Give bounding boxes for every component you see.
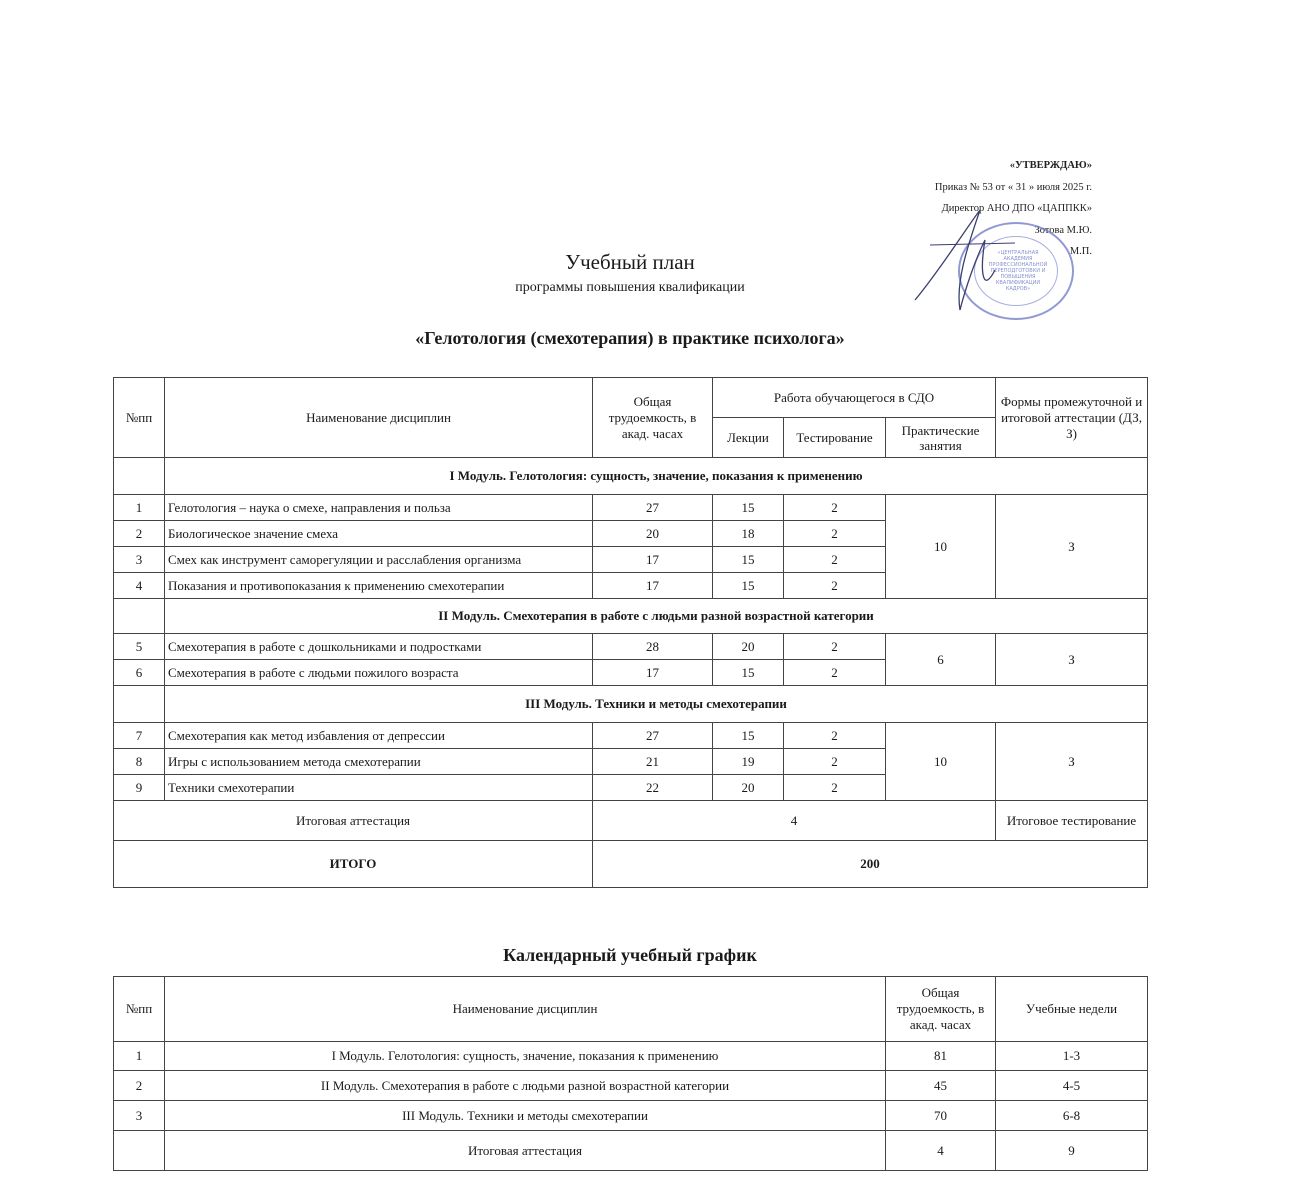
row-name: I Модуль. Гелотология: сущность, значение, показания к применению: [165, 1042, 886, 1071]
table-row: [114, 1042, 1148, 1071]
row-num: 5: [114, 634, 165, 660]
row-lectures: 15: [713, 723, 784, 749]
row-weeks: 4-5: [996, 1071, 1148, 1101]
header-forms: Формы промежуточной и итоговой аттестации (ДЗ, З): [996, 378, 1148, 458]
row-total: 70: [886, 1101, 996, 1131]
row-lectures: 18: [713, 521, 784, 547]
module-row: [114, 686, 1148, 723]
row-total: 17: [593, 547, 713, 573]
table-row: [114, 634, 1148, 660]
row-total: 21: [593, 749, 713, 775]
row-name: Биологическое значение смеха: [165, 521, 593, 547]
header-testing: Тестирование: [784, 418, 886, 458]
stamp-text: «ЦЕНТРАЛЬНАЯ АКАДЕМИЯ ПРОФЕССИОНАЛЬНОЙ ПЕРЕПОДГОТОВКИ И ПОВЫШЕНИЯ КВАЛИФИКАЦИИ КАДРОВ»: [988, 250, 1048, 292]
header-num: №пп: [114, 378, 165, 458]
row-total: 81: [886, 1042, 996, 1071]
row-total: 22: [593, 775, 713, 801]
final-hours: 4: [593, 801, 996, 841]
row-name: Техники смехотерапии: [165, 775, 593, 801]
page-subtitle: программы повышения квалификации: [515, 280, 745, 295]
row-num: 2: [114, 1071, 165, 1101]
row-num: 4: [114, 573, 165, 599]
table-header-row: [114, 378, 1148, 418]
row-num: 3: [114, 547, 165, 573]
table-header-row: [114, 977, 1148, 1042]
module-practice: 6: [886, 634, 996, 686]
course-title: «Гелотология (смехотерапия) в практике психолога»: [415, 328, 845, 348]
row-testing: 2: [784, 749, 886, 775]
row-testing: 2: [784, 723, 886, 749]
row-name: II Модуль. Смехотерапия в работе с людьми разной возрастной категории: [165, 1071, 886, 1101]
row-weeks: 9: [996, 1131, 1148, 1171]
table-row: [114, 723, 1148, 749]
row-total: 4: [886, 1131, 996, 1171]
row-num: 1: [114, 1042, 165, 1071]
row-num: [114, 1131, 165, 1171]
row-name: Смехотерапия в работе с дошкольниками и подростками: [165, 634, 593, 660]
row-testing: 2: [784, 521, 886, 547]
table-row: [114, 1071, 1148, 1101]
header-num: №пп: [114, 977, 165, 1042]
row-num: 2: [114, 521, 165, 547]
row-total: 28: [593, 634, 713, 660]
header-total: Общая трудоемкость, в акад. часах: [593, 378, 713, 458]
row-name: III Модуль. Техники и методы смехотерапии: [165, 1101, 886, 1131]
row-name: Игры с использованием метода смехотерапии: [165, 749, 593, 775]
row-num: 1: [114, 495, 165, 521]
row-lectures: 15: [713, 495, 784, 521]
header-name: Наименование дисциплин: [165, 378, 593, 458]
row-total: 27: [593, 723, 713, 749]
row-name: Смехотерапия как метод избавления от депрессии: [165, 723, 593, 749]
row-name: Смехотерапия в работе с людьми пожилого возраста: [165, 660, 593, 686]
row-testing: 2: [784, 547, 886, 573]
module-practice: 10: [886, 495, 996, 599]
calendar-table: [113, 976, 1148, 1171]
row-name: Показания и противопоказания к применению смехотерапии: [165, 573, 593, 599]
final-form: Итоговое тестирование: [996, 801, 1148, 841]
row-lectures: 15: [713, 660, 784, 686]
row-testing: 2: [784, 634, 886, 660]
row-lectures: 15: [713, 547, 784, 573]
approval-director: Директор АНО ДПО «ЦАППКК»: [941, 203, 1092, 214]
module-practice: 10: [886, 723, 996, 801]
row-testing: 2: [784, 495, 886, 521]
row-num: 8: [114, 749, 165, 775]
total-row: [114, 841, 1148, 888]
approval-order: Приказ № 53 от « 31 » июля 2025 г.: [934, 181, 1092, 193]
row-total: 27: [593, 495, 713, 521]
row-testing: 2: [784, 573, 886, 599]
row-lectures: 20: [713, 775, 784, 801]
approval-heading: «УТВЕРЖДАЮ»: [1009, 160, 1092, 171]
module-row: [114, 458, 1148, 495]
header-lectures: Лекции: [713, 418, 784, 458]
row-lectures: 20: [713, 634, 784, 660]
row-total: 17: [593, 660, 713, 686]
total-hours: 200: [593, 841, 1148, 888]
row-weeks: 1-3: [996, 1042, 1148, 1071]
row-num: 3: [114, 1101, 165, 1131]
total-label: ИТОГО: [114, 841, 593, 888]
row-lectures: 15: [713, 573, 784, 599]
row-weeks: 6-8: [996, 1101, 1148, 1131]
approval-name: Зотова М.Ю.: [1034, 224, 1092, 236]
calendar-title: Календарный учебный график: [503, 945, 757, 965]
module-title: I Модуль. Гелотология: сущность, значение, показания к применению: [165, 458, 1148, 495]
module-row: [114, 599, 1148, 634]
header-name: Наименование дисциплин: [165, 977, 886, 1042]
study-plan-table: [113, 377, 1148, 888]
row-total: 17: [593, 573, 713, 599]
row-testing: 2: [784, 775, 886, 801]
row-name: Гелотология – наука о смехе, направления и польза: [165, 495, 593, 521]
page-title: Учебный план: [565, 250, 695, 274]
approval-seal-label: М.П.: [1069, 246, 1092, 257]
module-form: З: [996, 723, 1148, 801]
row-num: 9: [114, 775, 165, 801]
row-name: Смех как инструмент саморегуляции и расслабления организма: [165, 547, 593, 573]
module-form: З: [996, 634, 1148, 686]
table-row: [114, 1131, 1148, 1171]
module-title: III Модуль. Техники и методы смехотерапии: [165, 686, 1148, 723]
row-testing: 2: [784, 660, 886, 686]
module-form: З: [996, 495, 1148, 599]
header-total: Общая трудоемкость, в акад. часах: [886, 977, 996, 1042]
row-num: 7: [114, 723, 165, 749]
row-num: 6: [114, 660, 165, 686]
table-row: [114, 1101, 1148, 1131]
row-total: 20: [593, 521, 713, 547]
module-title: II Модуль. Смехотерапия в работе с людьми разной возрастной категории: [165, 599, 1148, 634]
header-practice: Практические занятия: [886, 418, 996, 458]
header-weeks: Учебные недели: [996, 977, 1148, 1042]
row-name: Итоговая аттестация: [165, 1131, 886, 1171]
row-total: 45: [886, 1071, 996, 1101]
final-label: Итоговая аттестация: [114, 801, 593, 841]
final-attestation-row: [114, 801, 1148, 841]
row-lectures: 19: [713, 749, 784, 775]
table-row: [114, 495, 1148, 521]
header-work-group: Работа обучающегося в СДО: [713, 378, 996, 418]
